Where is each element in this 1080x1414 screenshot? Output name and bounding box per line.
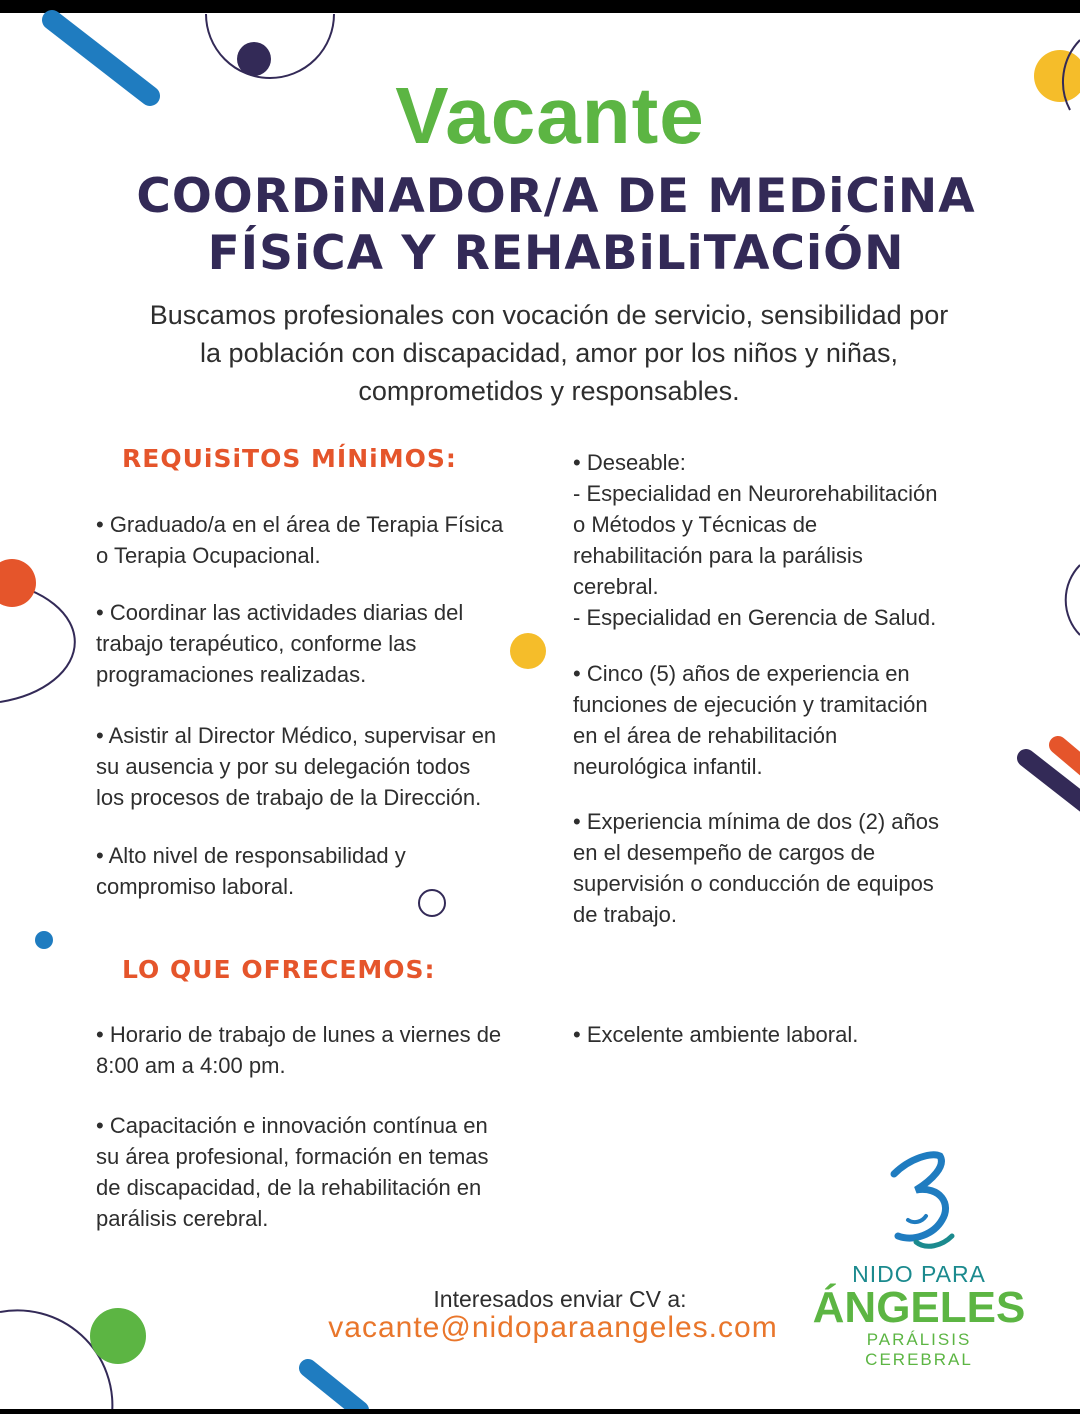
contact-label: Interesados enviar CV a:: [433, 1286, 687, 1312]
requisito-item: • Alto nivel de responsabilidad y compromiso laboral.: [96, 843, 406, 899]
requisito-item: • Cinco (5) años de experiencia en funciones de ejecución y tramitación en el área de rehabilitación neurológica infantil.: [573, 661, 928, 779]
requisito-item: • Asistir al Director Médico, supervisar en su ausencia y por su delegación todos los procesos de trabajo de la Dirección.: [96, 723, 497, 810]
requisito-item: • Coordinar las actividades diarias del trabajo terapéutico, conforme las programaciones realizadas.: [96, 600, 464, 687]
blue-stripe-bottom: [308, 1368, 360, 1410]
ofrecemos-item: • Horario de trabajo de lunes a viernes de 8:00 am a 4:00 pm.: [96, 1022, 502, 1078]
contact-email[interactable]: vacante@nidoparaangeles.com: [328, 1311, 778, 1344]
requisito-item: • Experiencia mínima de dos (2) años en el desempeño de cargos de supervisión o conducción de equipos de trabajo.: [573, 809, 939, 927]
job-title-line2: FÍSiCA Y REHABiLiTACiÓN: [207, 226, 905, 281]
job-title: [0, 168, 1080, 282]
intro-line3: comprometidos y responsables.: [358, 376, 740, 406]
vacante-heading: Vacante: [395, 71, 705, 160]
ofrecemos-heading: LO QUE OFRECEMOS:: [122, 955, 436, 984]
blue-dot-left: [35, 931, 53, 949]
logo-angeles: ÁNGELES: [812, 1283, 1026, 1332]
job-title-line1: COORDiNADOR/A DE MEDiCiNA: [136, 169, 976, 224]
logo-nido-para: NIDO PARA: [852, 1261, 986, 1287]
ofrecemos-item: • Capacitación e innovación contínua en su área profesional, formación en temas de discapacidad, de la rehabilitación en parálisis cerebral.: [96, 1113, 489, 1231]
orange-stripe-right: [1058, 745, 1080, 772]
intro-line1: Buscamos profesionales con vocación de servicio, sensibilidad por: [149, 300, 949, 330]
navy-arc-top: [206, 14, 334, 78]
bottom-border: [0, 1409, 1080, 1414]
intro-text: [60, 296, 1038, 410]
logo-paralisis-cerebral: PARÁLISIS CEREBRAL: [865, 1330, 973, 1369]
ofrecemos-item: • Excelente ambiente laboral.: [573, 1022, 859, 1047]
requisito-item: • Graduado/a en el área de Terapia Física o Terapia Ocupacional.: [96, 512, 504, 568]
requisito-item-deseable: • Deseable: - Especialidad en Neurorehabilitación o Métodos y Técnicas de rehabilitación para la parálisis cerebral. - Especialidad en Gerencia de Salud.: [573, 450, 938, 630]
angel-swirl-icon: [886, 1150, 960, 1256]
green-circle-bottom-left: [90, 1308, 146, 1364]
requisitos-heading: REQUiSiTOS MÍNiMOS:: [122, 444, 457, 473]
navy-arc-right: [1066, 565, 1080, 635]
orange-circle-left: [0, 559, 36, 607]
intro-line2: la población con discapacidad, amor por los niños y niñas,: [200, 338, 898, 368]
